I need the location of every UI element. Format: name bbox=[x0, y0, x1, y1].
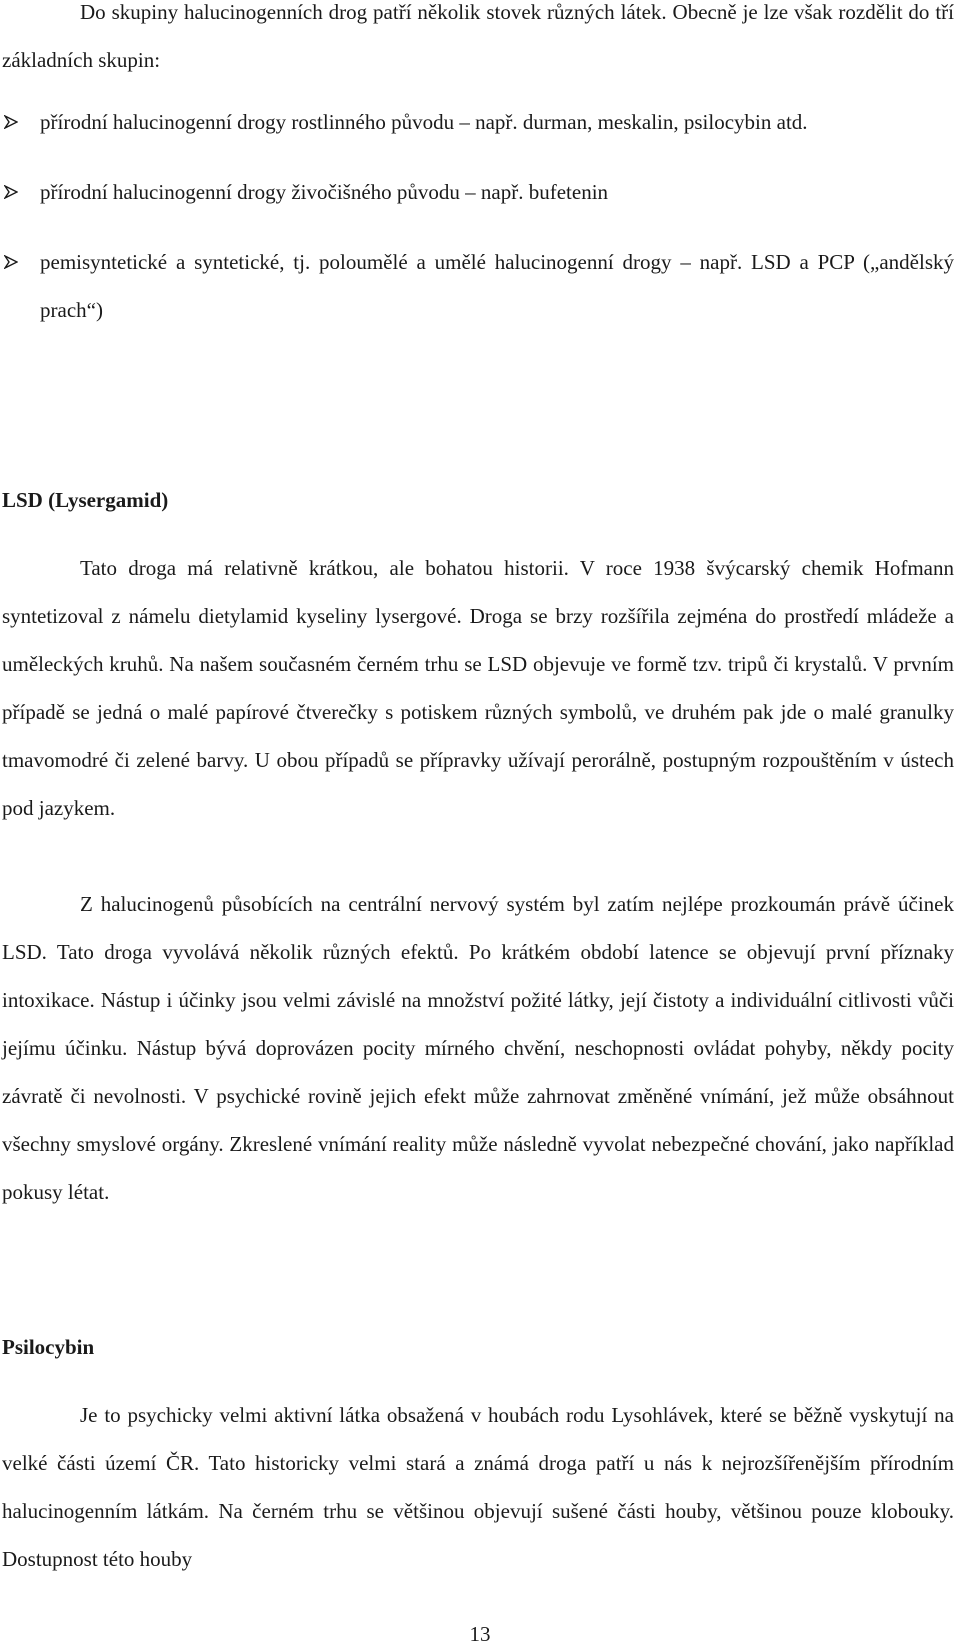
list-item-text: přírodní halucinogenní drogy rostlinného původu – např. durman, meskalin, psilocybin atd. bbox=[40, 110, 808, 134]
arrowhead-bullet-icon bbox=[4, 185, 18, 199]
intro-paragraph: Do skupiny halucinogenních drog patří několik stovek různých látek. Obecně je lze však rozdělit do tří základních skupin: bbox=[2, 0, 954, 72]
list-item-text: pemisyntetické a syntetické, tj. poloumělé a umělé halucinogenní drogy – např. LSD a PCP („andělský prach“) bbox=[40, 250, 954, 322]
lsd-paragraph-history: Tato droga má relativně krátkou, ale bohatou historii. V roce 1938 švýcarský chemik Hofmann syntetizoval z námelu dietylamid kyseliny lysergové. Droga se brzy rozšířila zejména do prostředí mládeže a uměleckých kruhů. Na našem současném černém trhu se LSD objevuje ve formě tzv. tripů či krystalů. V prvním případě se jedná o malé papírové čtverečky s potiskem různých symbolů, ve druhém pak jde o malé granulky tmavomodré či zelené barvy. U obou případů se přípravky užívají perorálně, postupným rozpouštěním v ústech pod jazykem. bbox=[2, 556, 954, 820]
lsd-paragraph-effects: Z halucinogenů působících na centrální nervový systém byl zatím nejlépe prozkoumán právě účinek LSD. Tato droga vyvolává několik různých efektů. Po krátkém období latence se objevují první příznaky intoxikace. Nástup i účinky jsou velmi závislé na množství požité látky, její čistoty a individuální citlivosti vůči jejímu účinku. Nástup bývá doprovázen pocity mírného chvění, neschopnosti ovládat pohyby, někdy pocity závratě či nevolnosti. V psychické rovině jejich efekt může zahrnovat změněné vnímání, jež může obsáhnout všechny smyslové orgány. Zkreslené vnímání reality může následně vyvolat nebezpečné chování, jako například pokusy létat. bbox=[2, 892, 954, 1204]
psilocybin-heading: Psilocybin bbox=[2, 1335, 95, 1359]
list-item bbox=[2, 238, 954, 334]
drug-groups-list bbox=[2, 98, 954, 334]
arrowhead-bullet-icon bbox=[4, 115, 18, 129]
lsd-heading: LSD (Lysergamid) bbox=[2, 488, 169, 512]
arrowhead-bullet-icon bbox=[4, 255, 18, 269]
list-item-text: přírodní halucinogenní drogy živočišného původu – např. bufetenin bbox=[40, 180, 609, 204]
psilocybin-paragraph: Je to psychicky velmi aktivní látka obsažená v houbách rodu Lysohlávek, které se běžně vyskytují na velké části území ČR. Tato historicky velmi stará a známá droga patří u nás k nejrozšířenějším přírodním halucinogenním látkám. Na černém trhu se většinou objevují sušené části houby, většinou pouze klobouky. Dostupnost této houby bbox=[2, 1403, 954, 1571]
list-item bbox=[2, 98, 954, 146]
page-number: 13 bbox=[469, 1622, 491, 1646]
list-item bbox=[2, 168, 954, 216]
